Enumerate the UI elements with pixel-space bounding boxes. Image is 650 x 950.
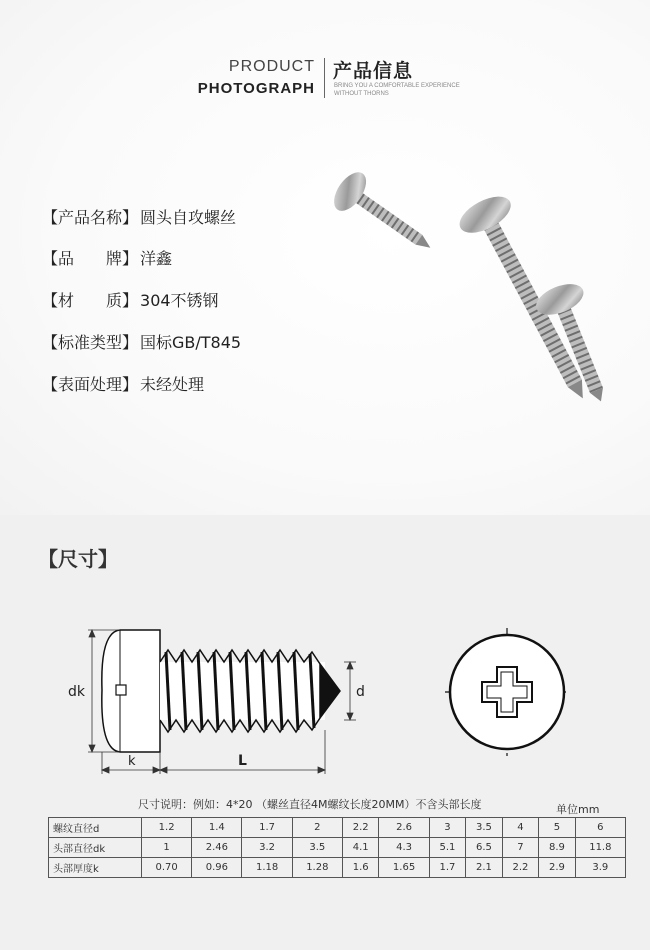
spec-label: 【品 牌】 xyxy=(42,249,139,268)
header-en-photograph: PHOTOGRAPH xyxy=(197,80,315,97)
table-cell: 1.6 xyxy=(342,858,379,878)
header-cn-title: 产品信息 xyxy=(333,60,414,82)
table-cell: 7 xyxy=(502,838,539,858)
label-dk: dk xyxy=(68,684,85,700)
unit-label: 单位mm xyxy=(556,803,600,816)
screws-photo xyxy=(260,160,620,420)
table-cell: 2.2 xyxy=(502,858,539,878)
label-k: k xyxy=(128,754,136,769)
spec-label: 【产品名称】 xyxy=(42,208,139,227)
table-row xyxy=(49,858,626,878)
table-cell: 4.1 xyxy=(342,838,379,858)
table-cell: 6.5 xyxy=(466,838,503,858)
label-d: d xyxy=(356,684,365,700)
table-cell: 3.5 xyxy=(466,818,503,838)
table-row-label: 头部直径dk xyxy=(49,838,142,858)
table-cell: 8.9 xyxy=(539,838,576,858)
dimension-section xyxy=(0,515,650,950)
spec-value: 未经处理 xyxy=(140,375,205,394)
spec-surface xyxy=(42,372,204,395)
spec-value: 304不锈钢 xyxy=(140,291,219,310)
table-cell: 1.4 xyxy=(192,818,242,838)
table-cell: 2.6 xyxy=(379,818,429,838)
table-cell: 1.28 xyxy=(292,858,342,878)
spec-label: 【表面处理】 xyxy=(42,375,139,394)
spec-product-name xyxy=(42,205,236,228)
spec-value: 圆头自攻螺丝 xyxy=(140,208,237,227)
table-cell: 5 xyxy=(539,818,576,838)
header-subtitle-line1: BRING YOU A COMFORTABLE EXPERIENCE xyxy=(334,83,460,89)
spec-material xyxy=(42,288,219,311)
dimension-title: 【尺寸】 xyxy=(38,547,118,571)
spec-standard xyxy=(42,330,241,353)
table-cell: 3.5 xyxy=(292,838,342,858)
header-en-product: PRODUCT xyxy=(228,58,315,75)
table-cell: 3.2 xyxy=(242,838,292,858)
table-row-label: 螺纹直径d xyxy=(49,818,142,838)
header-divider xyxy=(324,58,325,98)
table-cell: 0.70 xyxy=(142,858,192,878)
table-cell: 2.1 xyxy=(466,858,503,878)
dimension-note: 尺寸说明：例如：4*20 （螺丝直径4M螺纹长度20MM）不含头部长度 xyxy=(138,798,482,811)
table-cell: 1 xyxy=(142,838,192,858)
spec-brand xyxy=(42,246,172,269)
table-cell: 6 xyxy=(575,818,625,838)
spec-label: 【材 质】 xyxy=(42,291,139,310)
table-row-label: 头部厚度k xyxy=(49,858,142,878)
table-row xyxy=(49,838,626,858)
table-cell: 1.2 xyxy=(142,818,192,838)
table-cell: 4.3 xyxy=(379,838,429,858)
table-cell: 0.96 xyxy=(192,858,242,878)
table-cell: 2.46 xyxy=(192,838,242,858)
spec-value: 国标GB/T845 xyxy=(140,333,242,352)
table-cell: 1.7 xyxy=(242,818,292,838)
screw-dimension-diagram xyxy=(60,610,590,780)
table-cell: 1.18 xyxy=(242,858,292,878)
table-cell: 1.7 xyxy=(429,858,466,878)
table-cell: 11.8 xyxy=(575,838,625,858)
screw-side-view xyxy=(102,630,340,752)
table-cell: 3.9 xyxy=(575,858,625,878)
section-header xyxy=(0,56,650,104)
table-cell: 2.2 xyxy=(342,818,379,838)
screw-top-view xyxy=(445,628,570,756)
label-L: L xyxy=(238,753,247,769)
header-subtitle xyxy=(334,82,494,98)
spec-value: 洋鑫 xyxy=(140,249,173,268)
screw-threads xyxy=(160,650,340,732)
table-row xyxy=(49,818,626,838)
table-cell: 5.1 xyxy=(429,838,466,858)
table-cell: 3 xyxy=(429,818,466,838)
table-cell: 4 xyxy=(502,818,539,838)
dimension-table xyxy=(48,817,626,878)
spec-label: 【标准类型】 xyxy=(42,333,139,352)
table-cell: 2.9 xyxy=(539,858,576,878)
header-subtitle-line2: WITHOUT THORNS xyxy=(334,91,389,97)
table-cell: 2 xyxy=(292,818,342,838)
table-cell: 1.65 xyxy=(379,858,429,878)
screw-small-left xyxy=(328,167,443,266)
